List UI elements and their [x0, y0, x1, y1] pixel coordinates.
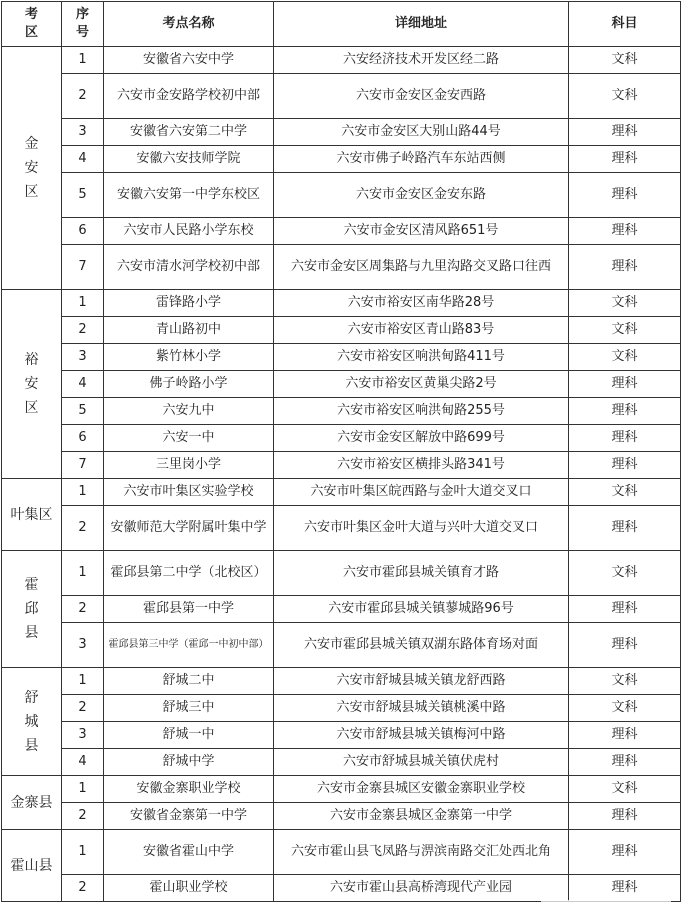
- district-cell: [2, 668, 62, 776]
- table-row: [2, 371, 681, 398]
- seq-cell: 4: [62, 749, 104, 776]
- district-cell: [2, 290, 62, 479]
- table-row: [2, 398, 681, 425]
- seq-cell: 6: [62, 425, 104, 452]
- seq-cell: 2: [62, 596, 104, 623]
- subject-cell: 理科: [569, 119, 681, 146]
- seq-cell: 1: [62, 551, 104, 596]
- site-name-cell: 六安市叶集区实验学校: [104, 479, 274, 506]
- subject-cell: 理科: [569, 830, 681, 875]
- site-name-cell: 六安市人民路小学东校: [104, 218, 274, 245]
- address-cell: 六安市裕安区响洪甸路255号: [274, 398, 569, 425]
- seq-cell: 1: [62, 479, 104, 506]
- table-row: [2, 452, 681, 479]
- address-cell: 六安市舒城县城关镇梅河中路: [274, 722, 569, 749]
- subject-cell: 理科: [569, 803, 681, 830]
- district-cell: 霍山县: [2, 830, 62, 902]
- site-name-cell: 霍山职业学校: [104, 875, 274, 902]
- site-name-cell: 安徽师范大学附属叶集中学: [104, 506, 274, 551]
- table-row: [2, 317, 681, 344]
- site-name-cell: 六安市金安路学校初中部: [104, 74, 274, 119]
- header-name: 考点名称: [104, 2, 274, 47]
- address-cell: 六安市裕安区青山路83号: [274, 317, 569, 344]
- seq-cell: 2: [62, 74, 104, 119]
- address-cell: 六安市霍邱县城关镇育才路: [274, 551, 569, 596]
- seq-cell: 2: [62, 506, 104, 551]
- seq-cell: 3: [62, 623, 104, 668]
- table-row: [2, 344, 681, 371]
- address-cell: 六安市裕安区黄巢尖路2号: [274, 371, 569, 398]
- subject-cell: 理科: [569, 218, 681, 245]
- address-cell: 六安市霍山县飞凤路与淠滨南路交汇处西北角: [274, 830, 569, 875]
- subject-cell: 文科: [569, 695, 681, 722]
- subject-cell: 理科: [569, 371, 681, 398]
- header-subject: 科目: [569, 2, 681, 47]
- table-row: [2, 596, 681, 623]
- address-cell: 六安市舒城县城关镇桃溪中路: [274, 695, 569, 722]
- table-row: [2, 776, 681, 803]
- seq-cell: 2: [62, 875, 104, 902]
- table-row: [2, 146, 681, 173]
- seq-cell: 4: [62, 146, 104, 173]
- site-name-cell: 安徽六安技师学院: [104, 146, 274, 173]
- subject-cell: 理科: [569, 245, 681, 290]
- address-cell: 六安市金安区解放中路699号: [274, 425, 569, 452]
- site-name-cell: 青山路初中: [104, 317, 274, 344]
- site-name-cell: 霍邱县第二中学（北校区）: [104, 551, 274, 596]
- table-row: [2, 218, 681, 245]
- seq-cell: 4: [62, 371, 104, 398]
- site-name-cell: 佛子岭路小学: [104, 371, 274, 398]
- address-cell: 六安市叶集区金叶大道与兴叶大道交叉口: [274, 506, 569, 551]
- address-cell: 六安市霍邱县城关镇蓼城路96号: [274, 596, 569, 623]
- table-row: [2, 623, 681, 668]
- seq-cell: 1: [62, 290, 104, 317]
- table-row: [2, 74, 681, 119]
- address-cell: 六安市金寨县城区金寨第一中学: [274, 803, 569, 830]
- seq-cell: 2: [62, 803, 104, 830]
- table-row: [2, 173, 681, 218]
- subject-cell: 文科: [569, 479, 681, 506]
- seq-cell: 2: [62, 695, 104, 722]
- seq-cell: 2: [62, 317, 104, 344]
- table-row: [2, 506, 681, 551]
- subject-cell: 理科: [569, 596, 681, 623]
- site-name-cell: 安徽省六安中学: [104, 47, 274, 74]
- seq-cell: 5: [62, 398, 104, 425]
- seq-cell: 3: [62, 344, 104, 371]
- seq-cell: 7: [62, 452, 104, 479]
- district-name: 金 安 区: [24, 136, 39, 200]
- district-name: 霍 邱 县: [24, 577, 39, 641]
- table-row: [2, 830, 681, 875]
- table-row: [2, 119, 681, 146]
- table-row: [2, 290, 681, 317]
- site-name-cell: 三里岗小学: [104, 452, 274, 479]
- table-row: [2, 479, 681, 506]
- subject-cell: 文科: [569, 668, 681, 695]
- table-row: [2, 47, 681, 74]
- seq-cell: 1: [62, 776, 104, 803]
- subject-cell: 理科: [569, 173, 681, 218]
- site-name-cell: 六安一中: [104, 425, 274, 452]
- watermark: [541, 900, 671, 914]
- subject-cell: 理科: [569, 722, 681, 749]
- address-cell: 六安市霍山县高桥湾现代产业园: [274, 875, 569, 902]
- header-address: 详细地址: [274, 2, 569, 47]
- address-cell: 六安市叶集区皖西路与金叶大道交叉口: [274, 479, 569, 506]
- subject-cell: 文科: [569, 776, 681, 803]
- site-name-cell: 舒城一中: [104, 722, 274, 749]
- address-cell: 六安市裕安区响洪甸路411号: [274, 344, 569, 371]
- site-name-cell: 雷锋路小学: [104, 290, 274, 317]
- address-cell: 六安市金安区金安东路: [274, 173, 569, 218]
- district-name: 舒 城 县: [24, 689, 39, 754]
- subject-cell: 文科: [569, 551, 681, 596]
- subject-cell: 理科: [569, 623, 681, 668]
- subject-cell: 文科: [569, 317, 681, 344]
- address-cell: 六安市裕安区南华路28号: [274, 290, 569, 317]
- site-name-cell: 六安市清水河学校初中部: [104, 245, 274, 290]
- table-row: [2, 695, 681, 722]
- table-row: [2, 245, 681, 290]
- subject-cell: 文科: [569, 290, 681, 317]
- header-district: 考 区: [2, 2, 62, 47]
- address-cell: 六安市舒城县城关镇龙舒西路: [274, 668, 569, 695]
- site-name-cell: 舒城二中: [104, 668, 274, 695]
- site-name-cell: 安徽金寨职业学校: [104, 776, 274, 803]
- address-cell: 六安市金安区大别山路44号: [274, 119, 569, 146]
- table-row: [2, 551, 681, 596]
- subject-cell: 文科: [569, 344, 681, 371]
- table-row: [2, 668, 681, 695]
- seq-cell: 5: [62, 173, 104, 218]
- table-row: [2, 803, 681, 830]
- subject-cell: 理科: [569, 506, 681, 551]
- subject-cell: 理科: [569, 425, 681, 452]
- seq-cell: 7: [62, 245, 104, 290]
- seq-cell: 3: [62, 722, 104, 749]
- site-name-cell: 舒城三中: [104, 695, 274, 722]
- site-name-cell: 安徽省霍山中学: [104, 830, 274, 875]
- seq-cell: 3: [62, 119, 104, 146]
- district-name: 裕 安 区: [24, 352, 39, 416]
- header-seq: 序 号: [62, 2, 104, 47]
- subject-cell: 理科: [569, 749, 681, 776]
- site-name-cell: 安徽省金寨第一中学: [104, 803, 274, 830]
- site-name-cell: 六安九中: [104, 398, 274, 425]
- subject-cell: 理科: [569, 875, 681, 902]
- address-cell: 六安市霍邱县城关镇双湖东路体育场对面: [274, 623, 569, 668]
- subject-cell: 文科: [569, 47, 681, 74]
- address-cell: 六安市裕安区横排头路341号: [274, 452, 569, 479]
- district-cell: 叶集区: [2, 479, 62, 551]
- address-cell: 六安市金安区周集路与九里沟路交叉路口往西: [274, 245, 569, 290]
- subject-cell: 理科: [569, 146, 681, 173]
- site-name-cell: 安徽六安第一中学东校区: [104, 173, 274, 218]
- site-name-cell: 霍邱县第一中学: [104, 596, 274, 623]
- address-cell: 六安市佛子岭路汽车东站西侧: [274, 146, 569, 173]
- table-row: [2, 749, 681, 776]
- site-name-cell: 紫竹林小学: [104, 344, 274, 371]
- exam-sites-table: [1, 1, 681, 902]
- table-row: [2, 425, 681, 452]
- district-cell: [2, 47, 62, 290]
- address-cell: 六安市金安区金安西路: [274, 74, 569, 119]
- district-cell: 金寨县: [2, 776, 62, 830]
- subject-cell: 文科: [569, 74, 681, 119]
- site-name-cell: 霍邱县第三中学（霍邱一中初中部）: [104, 623, 274, 668]
- table-row: [2, 875, 681, 902]
- address-cell: 六安市金寨县城区安徽金寨职业学校: [274, 776, 569, 803]
- site-name-cell: 舒城中学: [104, 749, 274, 776]
- address-cell: 六安经济技术开发区经二路: [274, 47, 569, 74]
- address-cell: 六安市金安区清风路651号: [274, 218, 569, 245]
- table-row: [2, 722, 681, 749]
- subject-cell: 理科: [569, 452, 681, 479]
- subject-cell: 理科: [569, 398, 681, 425]
- seq-cell: 1: [62, 830, 104, 875]
- district-cell: [2, 551, 62, 668]
- header-row: [2, 2, 681, 47]
- seq-cell: 6: [62, 218, 104, 245]
- seq-cell: 1: [62, 47, 104, 74]
- address-cell: 六安市舒城县城关镇伏虎村: [274, 749, 569, 776]
- seq-cell: 1: [62, 668, 104, 695]
- site-name-cell: 安徽省六安第二中学: [104, 119, 274, 146]
